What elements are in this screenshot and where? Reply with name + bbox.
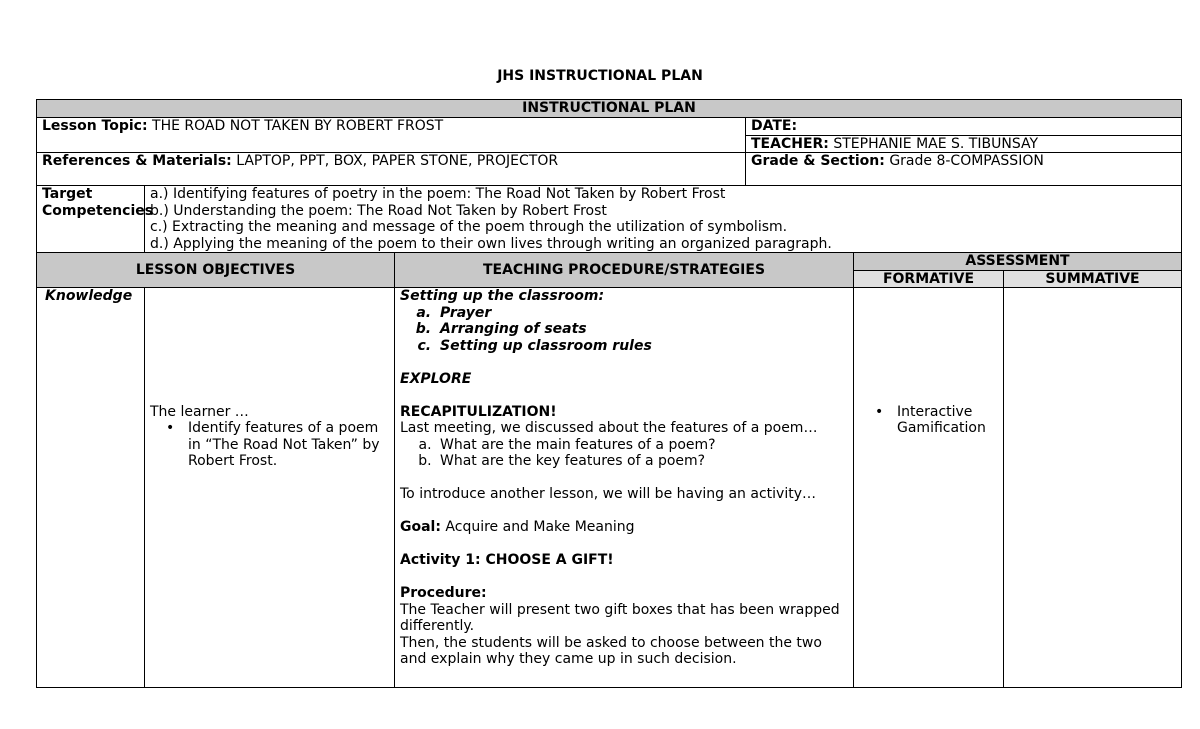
goal-line [400,519,848,536]
table-title: INSTRUCTIONAL PLAN [37,100,1182,118]
learner-intro: The learner … [150,403,249,420]
list-item: a. Prayer [436,305,848,322]
formative-header: FORMATIVE [854,270,1004,288]
objective-list [150,420,389,470]
goal-value: Acquire and Make Meaning [440,519,635,535]
objective-cell [145,288,395,688]
procedure-heading: Procedure: [400,585,487,601]
summative-header: SUMMATIVE [1004,270,1182,288]
bullet-icon: • [875,403,884,420]
setup-list [400,305,848,355]
formative-cell [854,288,1004,688]
lesson-topic-label: Lesson Topic: [42,118,148,134]
references-label: References & Materials: [42,153,232,169]
list-item: a. What are the main features of a poem? [436,437,848,454]
procedure-cell [395,288,854,688]
goal-label: Goal: [400,519,441,535]
grade-label: Grade & Section: [751,153,885,169]
references-value: LAPTOP, PPT, BOX, PAPER STONE, PROJECTOR [231,153,559,169]
list-item [166,420,389,470]
setup-heading: Setting up the classroom: [400,288,605,304]
list-item: c. Setting up classroom rules [436,338,848,355]
intro-text: To introduce another lesson, we will be having an activity… [400,486,816,502]
lesson-objectives-header: LESSON OBJECTIVES [37,253,395,288]
knowledge-label: Knowledge [45,288,133,304]
bullet-icon: • [166,420,175,436]
teaching-procedure-header: TEACHING PROCEDURE/STRATEGIES [395,253,854,288]
list-item: b. What are the key features of a poem? [436,453,848,470]
activity-heading: Activity 1: CHOOSE A GIFT! [400,552,614,568]
objective-text: Identify features of a poem in “The Road Not Taken” by Robert Frost. [188,420,380,469]
teacher-label: TEACHER: [751,135,829,152]
competency-item: d.) Applying the meaning of the poem to their own lives through writing an organized paragraph. [150,235,832,252]
summative-cell [1004,288,1182,688]
competency-item: b.) Understanding the poem: The Road Not Taken by Robert Frost [150,202,607,219]
date-label: DATE: [746,118,1182,136]
list-item: b. Arranging of seats [436,321,848,338]
competencies-label-line1: Target [42,186,93,202]
recap-questions [400,437,848,470]
instructional-plan-table [36,99,1182,688]
references-cell [37,153,746,186]
teacher-value: STEPHANIE MAE S. TIBUNSAY [828,135,1039,152]
procedure-text: Then, the students will be asked to choose between the two and explain why they came up in such decision. [400,634,822,667]
document-title: JHS INSTRUCTIONAL PLAN [497,68,703,84]
competencies-list [145,186,1182,253]
formative-text: Interactive Gamification [897,403,986,436]
lesson-topic-cell [37,118,746,153]
competency-item: c.) Extracting the meaning and message of the poem through the utilization of symbolism. [150,219,788,235]
teacher-cell [746,135,1182,153]
competencies-label-cell [37,186,154,253]
recap-text: Last meeting, we discussed about the features of a poem… [400,420,818,436]
lesson-topic-value: THE ROAD NOT TAKEN BY ROBERT FROST [147,118,444,134]
competencies-label-line2: Competencies [42,202,154,219]
assessment-header: ASSESSMENT [854,253,1182,271]
grade-section-cell [746,153,1182,186]
explore-heading: EXPLORE [400,370,472,387]
list-item [875,403,998,437]
knowledge-domain-cell [37,288,145,688]
formative-list [859,404,998,437]
recap-heading: RECAPITULIZATION! [400,403,557,420]
grade-value: Grade 8-COMPASSION [884,153,1044,169]
procedure-text: The Teacher will present two gift boxes that has been wrapped differently. [400,601,840,634]
competency-item: a.) Identifying features of poetry in the poem: The Road Not Taken by Robert Frost [150,186,726,202]
